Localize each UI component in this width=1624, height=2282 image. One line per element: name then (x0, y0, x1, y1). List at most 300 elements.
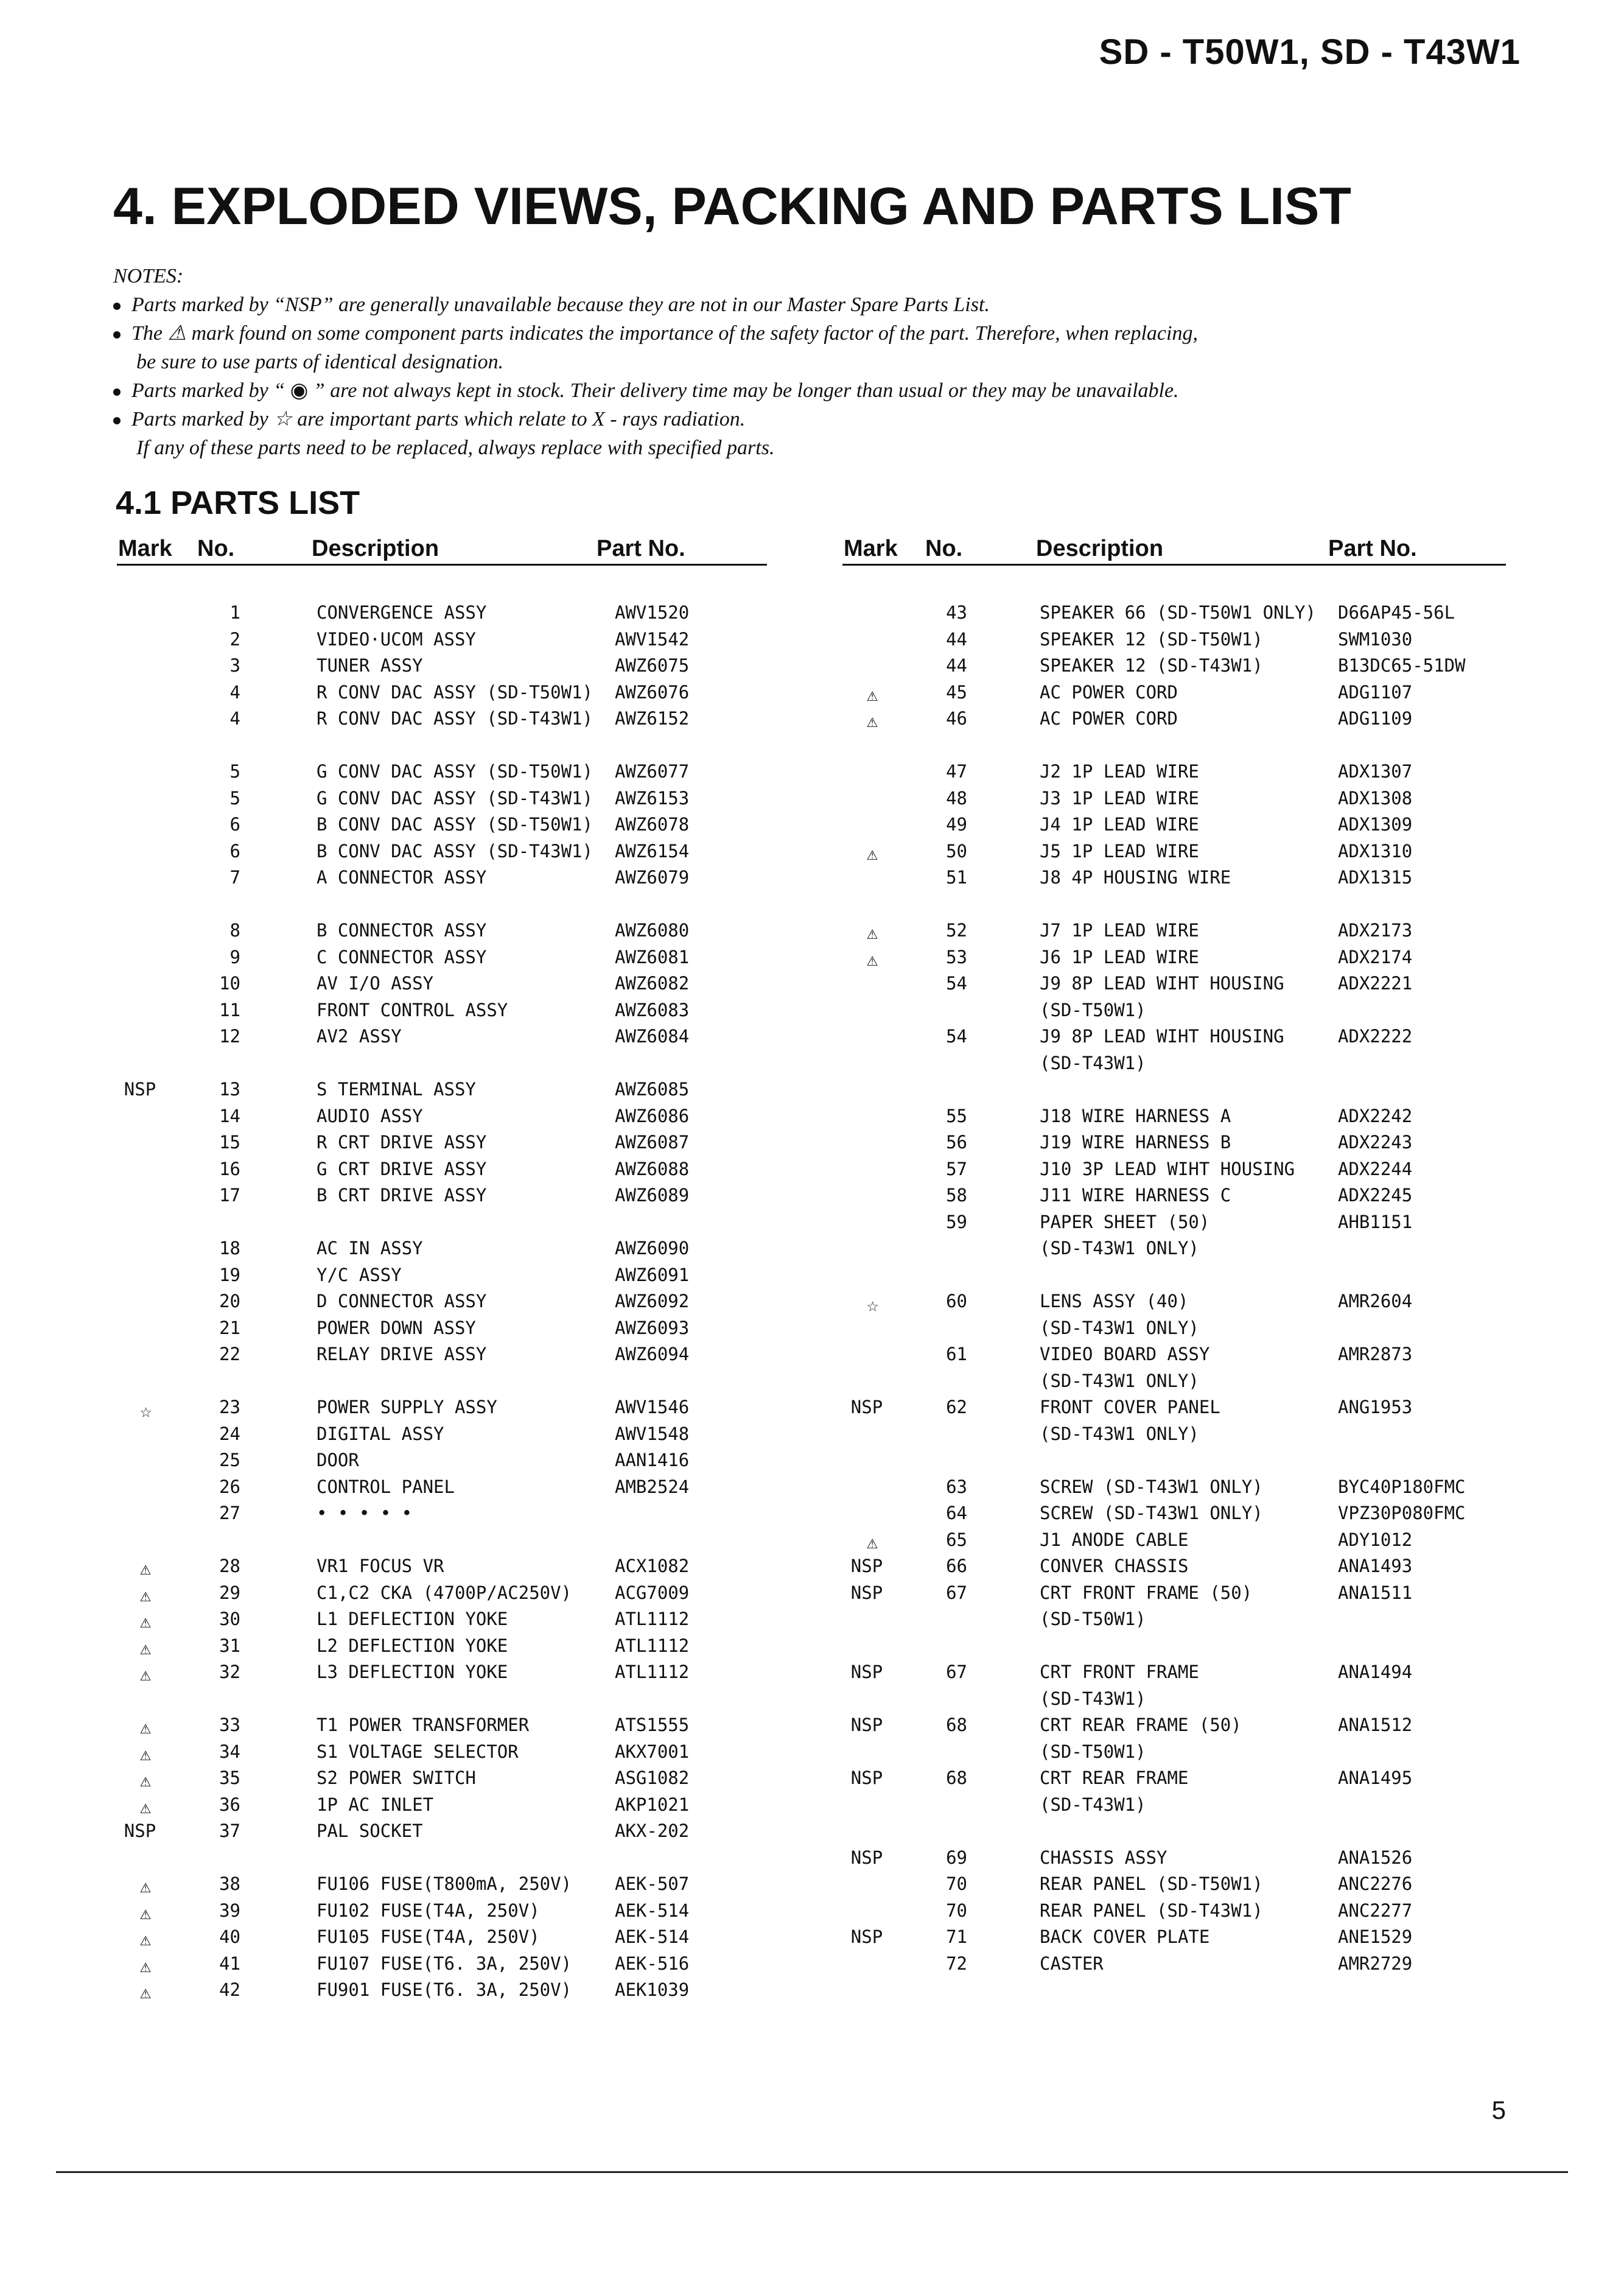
no-cell: 45 (946, 681, 967, 703)
parts-row: ⚠ 33 T1 POWER TRANSFORMER ATS1555 (140, 1715, 690, 1738)
parts-row (116, 997, 785, 1024)
no-cell: 33 (219, 1715, 240, 1735)
row-gap (116, 1527, 785, 1554)
parts-row (842, 1182, 1518, 1209)
parts-row: ⚠ 28 VR1 FOCUS VR ACX1082 (140, 1556, 690, 1579)
part-no-cell: ADX2174 (1338, 946, 1413, 967)
note-line: If any of these parts need to be replaced, always replace with specified parts. (136, 437, 775, 459)
description-cell: J11 WIRE HARNESS C (1040, 1185, 1231, 1206)
part-no-cell: ADX1315 (1338, 867, 1413, 888)
description-cell: J7 1P LEAD WIRE (1040, 920, 1199, 941)
parts-row (116, 865, 785, 891)
no-cell: 1 (229, 602, 240, 623)
part-no-cell: AWZ6083 (615, 999, 690, 1020)
no-cell: 12 (219, 1026, 240, 1047)
parts-row (116, 1818, 785, 1845)
parts-row: ⚠ 45 AC POWER CORD ADG1107 (867, 681, 1413, 706)
no-cell: 10 (219, 973, 240, 994)
parts-row (116, 600, 785, 627)
no-cell: 64 (946, 1503, 967, 1523)
parts-row (842, 1209, 1518, 1236)
part-no-cell: AEK-514 (615, 1926, 690, 1947)
part-no-cell: ANC2276 (1338, 1873, 1413, 1894)
page-number: 5 (1491, 2096, 1506, 2124)
parts-row (116, 1076, 785, 1103)
no-cell: 34 (219, 1741, 240, 1762)
mark-cell: NSP (850, 1847, 883, 1868)
no-cell: 62 (946, 1397, 967, 1417)
parts-row (842, 1129, 1518, 1156)
part-no-cell: AMB2524 (615, 1476, 690, 1497)
part-no-cell: ANA1526 (1338, 1847, 1413, 1868)
part-no-cell: AWZ6081 (615, 946, 690, 967)
description-cell: FU106 FUSE(T800mA, 250V) (317, 1873, 572, 1894)
description-cell: J5 1P LEAD WIRE (1040, 840, 1199, 862)
description-cell: CONVERGENCE ASSY (317, 602, 487, 623)
row-gap (842, 732, 1518, 759)
col-description: Description (312, 536, 439, 561)
part-no-cell: AEK-507 (615, 1873, 690, 1894)
description-cell: L1 DEFLECTION YOKE (317, 1609, 508, 1629)
description-cell: J2 1P LEAD WIRE (1040, 761, 1199, 782)
bullet-icon (113, 331, 121, 339)
parts-row (116, 1288, 785, 1315)
mark-cell: NSP (850, 1556, 883, 1576)
description-cell: C1,C2 CKA (4700P/AC250V) (317, 1582, 572, 1603)
row-gap (842, 1447, 1518, 1474)
row-gap (116, 1686, 785, 1713)
description-cell: R CRT DRIVE ASSY (317, 1132, 487, 1153)
parts-row (842, 785, 1518, 812)
description-cell: J9 8P LEAD WIHT HOUSING (1040, 973, 1284, 994)
description-cell: AC POWER CORD (1040, 708, 1178, 729)
description-cell: (SD-T43W1) (1040, 1052, 1146, 1073)
no-cell: 37 (219, 1820, 240, 1841)
part-no-cell: AWZ6094 (615, 1344, 690, 1364)
part-no-cell: ACG7009 (615, 1582, 690, 1603)
parts-row (842, 1103, 1518, 1130)
part-no-cell: ADY1012 (1338, 1529, 1413, 1550)
row-gap (116, 891, 785, 918)
part-no-cell: B13DC65-51DW (1338, 655, 1466, 676)
parts-row: ⚠ 39 FU102 FUSE(T4A, 250V) AEK-514 (140, 1900, 690, 1924)
parts-row (116, 1103, 785, 1130)
no-cell: 50 (946, 840, 967, 862)
part-no-cell: VPZ30P080FMC (1338, 1503, 1466, 1523)
no-cell: 44 (946, 628, 967, 650)
parts-row: ⚠ 32 L3 DEFLECTION YOKE ATL1112 (140, 1662, 690, 1685)
parts-row: ⚠ 41 FU107 FUSE(T6. 3A, 250V) AEK-516 (140, 1953, 690, 1977)
part-no-cell: AWZ6152 (615, 708, 690, 729)
parts-row (842, 1712, 1518, 1739)
description-cell: AUDIO ASSY (317, 1105, 423, 1126)
no-cell: 47 (946, 761, 967, 782)
no-cell: 48 (946, 787, 967, 809)
no-cell: 61 (946, 1344, 967, 1364)
no-cell: 54 (946, 1026, 967, 1047)
part-no-cell: ADX1307 (1338, 761, 1413, 782)
description-cell: PAL SOCKET (317, 1820, 423, 1841)
no-cell: 36 (219, 1794, 240, 1815)
row-gap (116, 732, 785, 759)
no-cell: 13 (219, 1079, 240, 1100)
description-cell: A CONNECTOR ASSY (317, 867, 487, 888)
part-no-cell: AWZ6077 (615, 761, 690, 782)
no-cell: 54 (946, 973, 967, 994)
part-no-cell: AWZ6086 (615, 1105, 690, 1126)
parts-row (842, 971, 1518, 997)
part-no-cell: AWZ6078 (615, 814, 690, 835)
no-cell: 65 (946, 1529, 967, 1550)
description-cell: FU901 FUSE(T6. 3A, 250V) (317, 1979, 572, 2000)
part-no-cell: ADX2222 (1338, 1026, 1413, 1047)
part-no-cell: AWV1542 (615, 628, 690, 650)
part-no-cell: ANA1493 (1338, 1556, 1413, 1576)
parts-row: ⚠ 31 L2 DEFLECTION YOKE ATL1112 (140, 1635, 690, 1659)
column-header-right (842, 536, 1506, 566)
part-no-cell: AWV1520 (615, 602, 690, 623)
part-no-cell: AAN1416 (615, 1450, 690, 1470)
no-cell: 53 (946, 946, 967, 967)
description-cell: FRONT CONTROL ASSY (317, 999, 508, 1020)
part-no-cell: ADX2244 (1338, 1158, 1413, 1179)
parts-row (842, 627, 1518, 653)
mark-cell: NSP (850, 1397, 883, 1417)
parts-row (116, 1262, 785, 1289)
no-cell: 2 (229, 628, 240, 650)
row-gap (116, 1209, 785, 1236)
part-no-cell: AEK-516 (615, 1953, 690, 1974)
parts-row (842, 1659, 1518, 1686)
parts-row (842, 1951, 1518, 1978)
part-no-cell: ATS1555 (615, 1715, 690, 1735)
bullet-icon (113, 417, 121, 424)
part-no-cell: ADX1310 (1338, 840, 1413, 862)
parts-row: ⚠ 52 J7 1P LEAD WIRE ADX2173 (867, 920, 1413, 944)
note-line: Parts marked by ☆ are important parts which relate to X - rays radiation. (113, 405, 1501, 434)
parts-row (842, 1871, 1518, 1898)
parts-row (842, 600, 1518, 627)
no-cell: 40 (219, 1926, 240, 1947)
part-no-cell: AHB1151 (1338, 1211, 1413, 1232)
part-no-cell: AWZ6154 (615, 840, 690, 862)
description-cell: (SD-T43W1 ONLY) (1040, 1370, 1199, 1391)
description-cell: J3 1P LEAD WIRE (1040, 787, 1199, 809)
description-cell: (SD-T50W1) (1040, 999, 1146, 1020)
note-line: Parts marked by “ ◉ ” are not always kept in stock. Their delivery time may be longer than usual or they may be unavailable. (113, 376, 1501, 405)
description-cell: G CONV DAC ASSY (SD-T50W1) (317, 761, 593, 782)
description-cell: POWER SUPPLY ASSY (317, 1397, 497, 1417)
no-cell: 29 (219, 1582, 240, 1603)
no-cell: 4 (229, 681, 240, 703)
no-cell: 30 (219, 1609, 240, 1629)
no-cell: 51 (946, 867, 967, 888)
notes (113, 262, 1501, 462)
description-cell: B CRT DRIVE ASSY (317, 1185, 487, 1206)
parts-column-left (116, 600, 785, 2004)
parts-row (116, 785, 785, 812)
part-no-cell: ANA1512 (1338, 1715, 1413, 1735)
note-line: be sure to use parts of identical designation. (136, 351, 504, 373)
parts-row (116, 1421, 785, 1448)
part-no-cell: AWZ6084 (615, 1026, 690, 1047)
no-cell: 63 (946, 1476, 967, 1497)
description-cell: AV I/O ASSY (317, 973, 434, 994)
parts-row (842, 1765, 1518, 1792)
part-no-cell: ATL1112 (615, 1635, 690, 1656)
part-no-cell: AWV1546 (615, 1397, 690, 1417)
no-cell: 72 (946, 1953, 967, 1974)
description-cell: REAR PANEL (SD-T43W1) (1040, 1900, 1263, 1921)
no-cell: 60 (946, 1291, 967, 1311)
parts-row (842, 1500, 1518, 1527)
part-no-cell: BYC40P180FMC (1338, 1476, 1466, 1497)
description-cell: T1 POWER TRANSFORMER (317, 1715, 530, 1735)
part-no-cell: ANC2277 (1338, 1900, 1413, 1921)
description-cell: POWER DOWN ASSY (317, 1317, 476, 1338)
description-cell: DOOR (317, 1450, 359, 1470)
part-no-cell: ATL1112 (615, 1662, 690, 1682)
description-cell: VIDEO·UCOM ASSY (317, 628, 476, 650)
parts-row (116, 759, 785, 785)
no-cell: 49 (946, 814, 967, 835)
parts-row (842, 1368, 1518, 1395)
no-cell: 25 (219, 1450, 240, 1470)
parts-row (116, 1447, 785, 1474)
parts-row (116, 706, 785, 732)
description-cell: B CONV DAC ASSY (SD-T43W1) (317, 840, 593, 862)
part-no-cell: AKP1021 (615, 1794, 690, 1815)
description-cell: J18 WIRE HARNESS A (1040, 1105, 1231, 1126)
description-cell: CHASSIS ASSY (1040, 1847, 1167, 1868)
no-cell: 17 (219, 1185, 240, 1206)
description-cell: CONVER CHASSIS (1040, 1556, 1189, 1576)
row-gap (116, 1845, 785, 1872)
description-cell: FRONT COVER PANEL (1040, 1397, 1220, 1417)
part-no-cell: AWZ6089 (615, 1185, 690, 1206)
parts-row (842, 997, 1518, 1024)
col-no: No. (197, 536, 235, 561)
no-cell: 68 (946, 1715, 967, 1735)
no-cell: 6 (229, 814, 240, 835)
bullet-icon (113, 303, 121, 310)
part-no-cell: SWM1030 (1338, 628, 1413, 650)
row-gap (842, 1818, 1518, 1845)
parts-row: ⚠ 29 C1,C2 CKA (4700P/AC250V) ACG7009 (140, 1582, 690, 1606)
section-title: 4.1 PARTS LIST (116, 485, 360, 521)
description-cell: S1 VOLTAGE SELECTOR (317, 1741, 519, 1762)
part-no-cell: ANA1511 (1338, 1582, 1413, 1603)
no-cell: 59 (946, 1211, 967, 1232)
no-cell: 42 (219, 1979, 240, 2000)
no-cell: 58 (946, 1185, 967, 1206)
parts-row (842, 1606, 1518, 1633)
part-no-cell: AWZ6082 (615, 973, 690, 994)
parts-row (842, 1553, 1518, 1580)
no-cell: 6 (229, 840, 240, 862)
part-no-cell: AWV1548 (615, 1423, 690, 1444)
no-cell: 55 (946, 1105, 967, 1126)
description-cell: (SD-T50W1) (1040, 1741, 1146, 1762)
col-part-no: Part No. (597, 536, 685, 561)
description-cell: RELAY DRIVE ASSY (317, 1344, 487, 1364)
parts-row (842, 865, 1518, 891)
description-cell: B CONV DAC ASSY (SD-T50W1) (317, 814, 593, 835)
parts-row (842, 1315, 1518, 1342)
description-cell: LENS ASSY (40) (1040, 1291, 1189, 1311)
parts-row (842, 1845, 1518, 1872)
parts-row (116, 1500, 785, 1527)
no-cell: 7 (229, 867, 240, 888)
parts-row: ⚠ 36 1P AC INLET AKP1021 (140, 1794, 690, 1818)
parts-row (116, 971, 785, 997)
parts-row (842, 1394, 1518, 1421)
description-cell: DIGITAL ASSY (317, 1423, 444, 1444)
column-header-left (117, 536, 767, 566)
parts-row (842, 1421, 1518, 1448)
description-cell: (SD-T43W1) (1040, 1794, 1146, 1815)
part-no-cell: ADX1309 (1338, 814, 1413, 835)
parts-row (116, 679, 785, 706)
parts-row: ⚠ 46 AC POWER CORD ADG1109 (867, 708, 1413, 732)
no-cell: 57 (946, 1158, 967, 1179)
row-gap (842, 1633, 1518, 1660)
no-cell: 66 (946, 1556, 967, 1576)
description-cell: L3 DEFLECTION YOKE (317, 1662, 508, 1682)
part-no-cell: AWZ6079 (615, 867, 690, 888)
description-cell: BACK COVER PLATE (1040, 1926, 1210, 1947)
no-cell: 69 (946, 1847, 967, 1868)
parts-row (842, 1023, 1518, 1050)
parts-row (116, 627, 785, 653)
description-cell: AC POWER CORD (1040, 681, 1178, 703)
part-no-cell: AWZ6076 (615, 681, 690, 703)
part-no-cell: AKX7001 (615, 1741, 690, 1762)
col-mark: Mark (844, 536, 898, 561)
no-cell: 22 (219, 1344, 240, 1364)
parts-row (116, 1315, 785, 1342)
no-cell: 9 (229, 946, 240, 967)
part-no-cell: AKX-202 (615, 1820, 690, 1841)
parts-row: ⚠ 34 S1 VOLTAGE SELECTOR AKX7001 (140, 1741, 690, 1765)
no-cell: 3 (229, 655, 240, 676)
parts-row: ⚠ 50 J5 1P LEAD WIRE ADX1310 (867, 840, 1413, 865)
no-cell: 44 (946, 655, 967, 676)
description-cell: R CONV DAC ASSY (SD-T50W1) (317, 681, 593, 703)
notes-heading: NOTES: (113, 265, 184, 287)
part-no-cell: ADG1109 (1338, 708, 1413, 729)
part-no-cell: AWZ6080 (615, 920, 690, 941)
description-cell: FU102 FUSE(T4A, 250V) (317, 1900, 540, 1921)
no-cell: 14 (219, 1105, 240, 1126)
part-no-cell: AWZ6153 (615, 787, 690, 809)
no-cell: 41 (219, 1953, 240, 1974)
no-cell: 39 (219, 1900, 240, 1921)
parts-row (842, 1686, 1518, 1713)
description-cell: S TERMINAL ASSY (317, 1079, 476, 1100)
parts-row (116, 944, 785, 971)
no-cell: 5 (229, 761, 240, 782)
mark-cell: NSP (850, 1768, 883, 1788)
col-no: No. (925, 536, 963, 561)
mark-cell: NSP (124, 1820, 156, 1841)
description-cell: SCREW (SD-T43W1 ONLY) (1040, 1503, 1263, 1523)
description-cell: CRT REAR FRAME (1040, 1768, 1189, 1788)
no-cell: 28 (219, 1556, 240, 1576)
description-cell: Y/C ASSY (317, 1264, 402, 1285)
part-no-cell: AWZ6092 (615, 1291, 690, 1311)
parts-row (842, 1341, 1518, 1368)
parts-row (842, 759, 1518, 785)
part-no-cell: AWZ6085 (615, 1079, 690, 1100)
part-no-cell: AWZ6087 (615, 1132, 690, 1153)
description-cell: SPEAKER 66 (SD-T50W1 ONLY) (1040, 602, 1316, 623)
description-cell: (SD-T50W1) (1040, 1609, 1146, 1629)
parts-row (842, 812, 1518, 838)
no-cell: 52 (946, 920, 967, 941)
no-cell: 5 (229, 787, 240, 809)
description-cell: J10 3P LEAD WIHT HOUSING (1040, 1158, 1295, 1179)
parts-row (842, 1156, 1518, 1183)
description-cell: S2 POWER SWITCH (317, 1768, 476, 1788)
no-cell: 16 (219, 1158, 240, 1179)
description-cell: R CONV DAC ASSY (SD-T43W1) (317, 708, 593, 729)
description-cell: • • • • • (317, 1503, 413, 1523)
part-no-cell: ADX2245 (1338, 1185, 1413, 1206)
description-cell: 1P AC INLET (317, 1794, 434, 1815)
parts-row (116, 1235, 785, 1262)
no-cell: 67 (946, 1662, 967, 1682)
description-cell: FU105 FUSE(T4A, 250V) (317, 1926, 540, 1947)
parts-row (116, 1129, 785, 1156)
description-cell: B CONNECTOR ASSY (317, 920, 487, 941)
row-gap (116, 1050, 785, 1077)
parts-row (842, 1792, 1518, 1819)
parts-row (116, 1156, 785, 1183)
no-cell: 68 (946, 1768, 967, 1788)
description-cell: PAPER SHEET (50) (1040, 1211, 1210, 1232)
bullet-icon (113, 388, 121, 396)
description-cell: (SD-T43W1 ONLY) (1040, 1423, 1199, 1444)
description-cell: AC IN ASSY (317, 1238, 423, 1259)
parts-row: ⚠ 42 FU901 FUSE(T6. 3A, 250V) AEK1039 (140, 1979, 690, 2003)
page-title: 4. EXPLODED VIEWS, PACKING AND PARTS LIST (113, 177, 1351, 236)
mark-cell: NSP (850, 1715, 883, 1735)
no-cell: 67 (946, 1582, 967, 1603)
description-cell: D CONNECTOR ASSY (317, 1291, 487, 1311)
description-cell: VIDEO BOARD ASSY (1040, 1344, 1210, 1364)
part-no-cell: ANA1495 (1338, 1768, 1413, 1788)
description-cell: AV2 ASSY (317, 1026, 402, 1047)
part-no-cell: ADX2243 (1338, 1132, 1413, 1153)
no-cell: 32 (219, 1662, 240, 1682)
part-no-cell: AMR2729 (1338, 1953, 1413, 1974)
no-cell: 23 (219, 1397, 240, 1417)
no-cell: 21 (219, 1317, 240, 1338)
part-no-cell: AWZ6093 (615, 1317, 690, 1338)
parts-row (116, 918, 785, 944)
part-no-cell: ASG1082 (615, 1768, 690, 1788)
header-model: SD - T50W1, SD - T43W1 (1099, 32, 1521, 72)
description-cell: G CONV DAC ASSY (SD-T43W1) (317, 787, 593, 809)
no-cell: 8 (229, 920, 240, 941)
part-no-cell: ANG1953 (1338, 1397, 1413, 1417)
part-no-cell: ANA1494 (1338, 1662, 1413, 1682)
description-cell: (SD-T43W1 ONLY) (1040, 1317, 1199, 1338)
part-no-cell: ADX2221 (1338, 973, 1413, 994)
description-cell: REAR PANEL (SD-T50W1) (1040, 1873, 1263, 1894)
description-cell: SCREW (SD-T43W1 ONLY) (1040, 1476, 1263, 1497)
